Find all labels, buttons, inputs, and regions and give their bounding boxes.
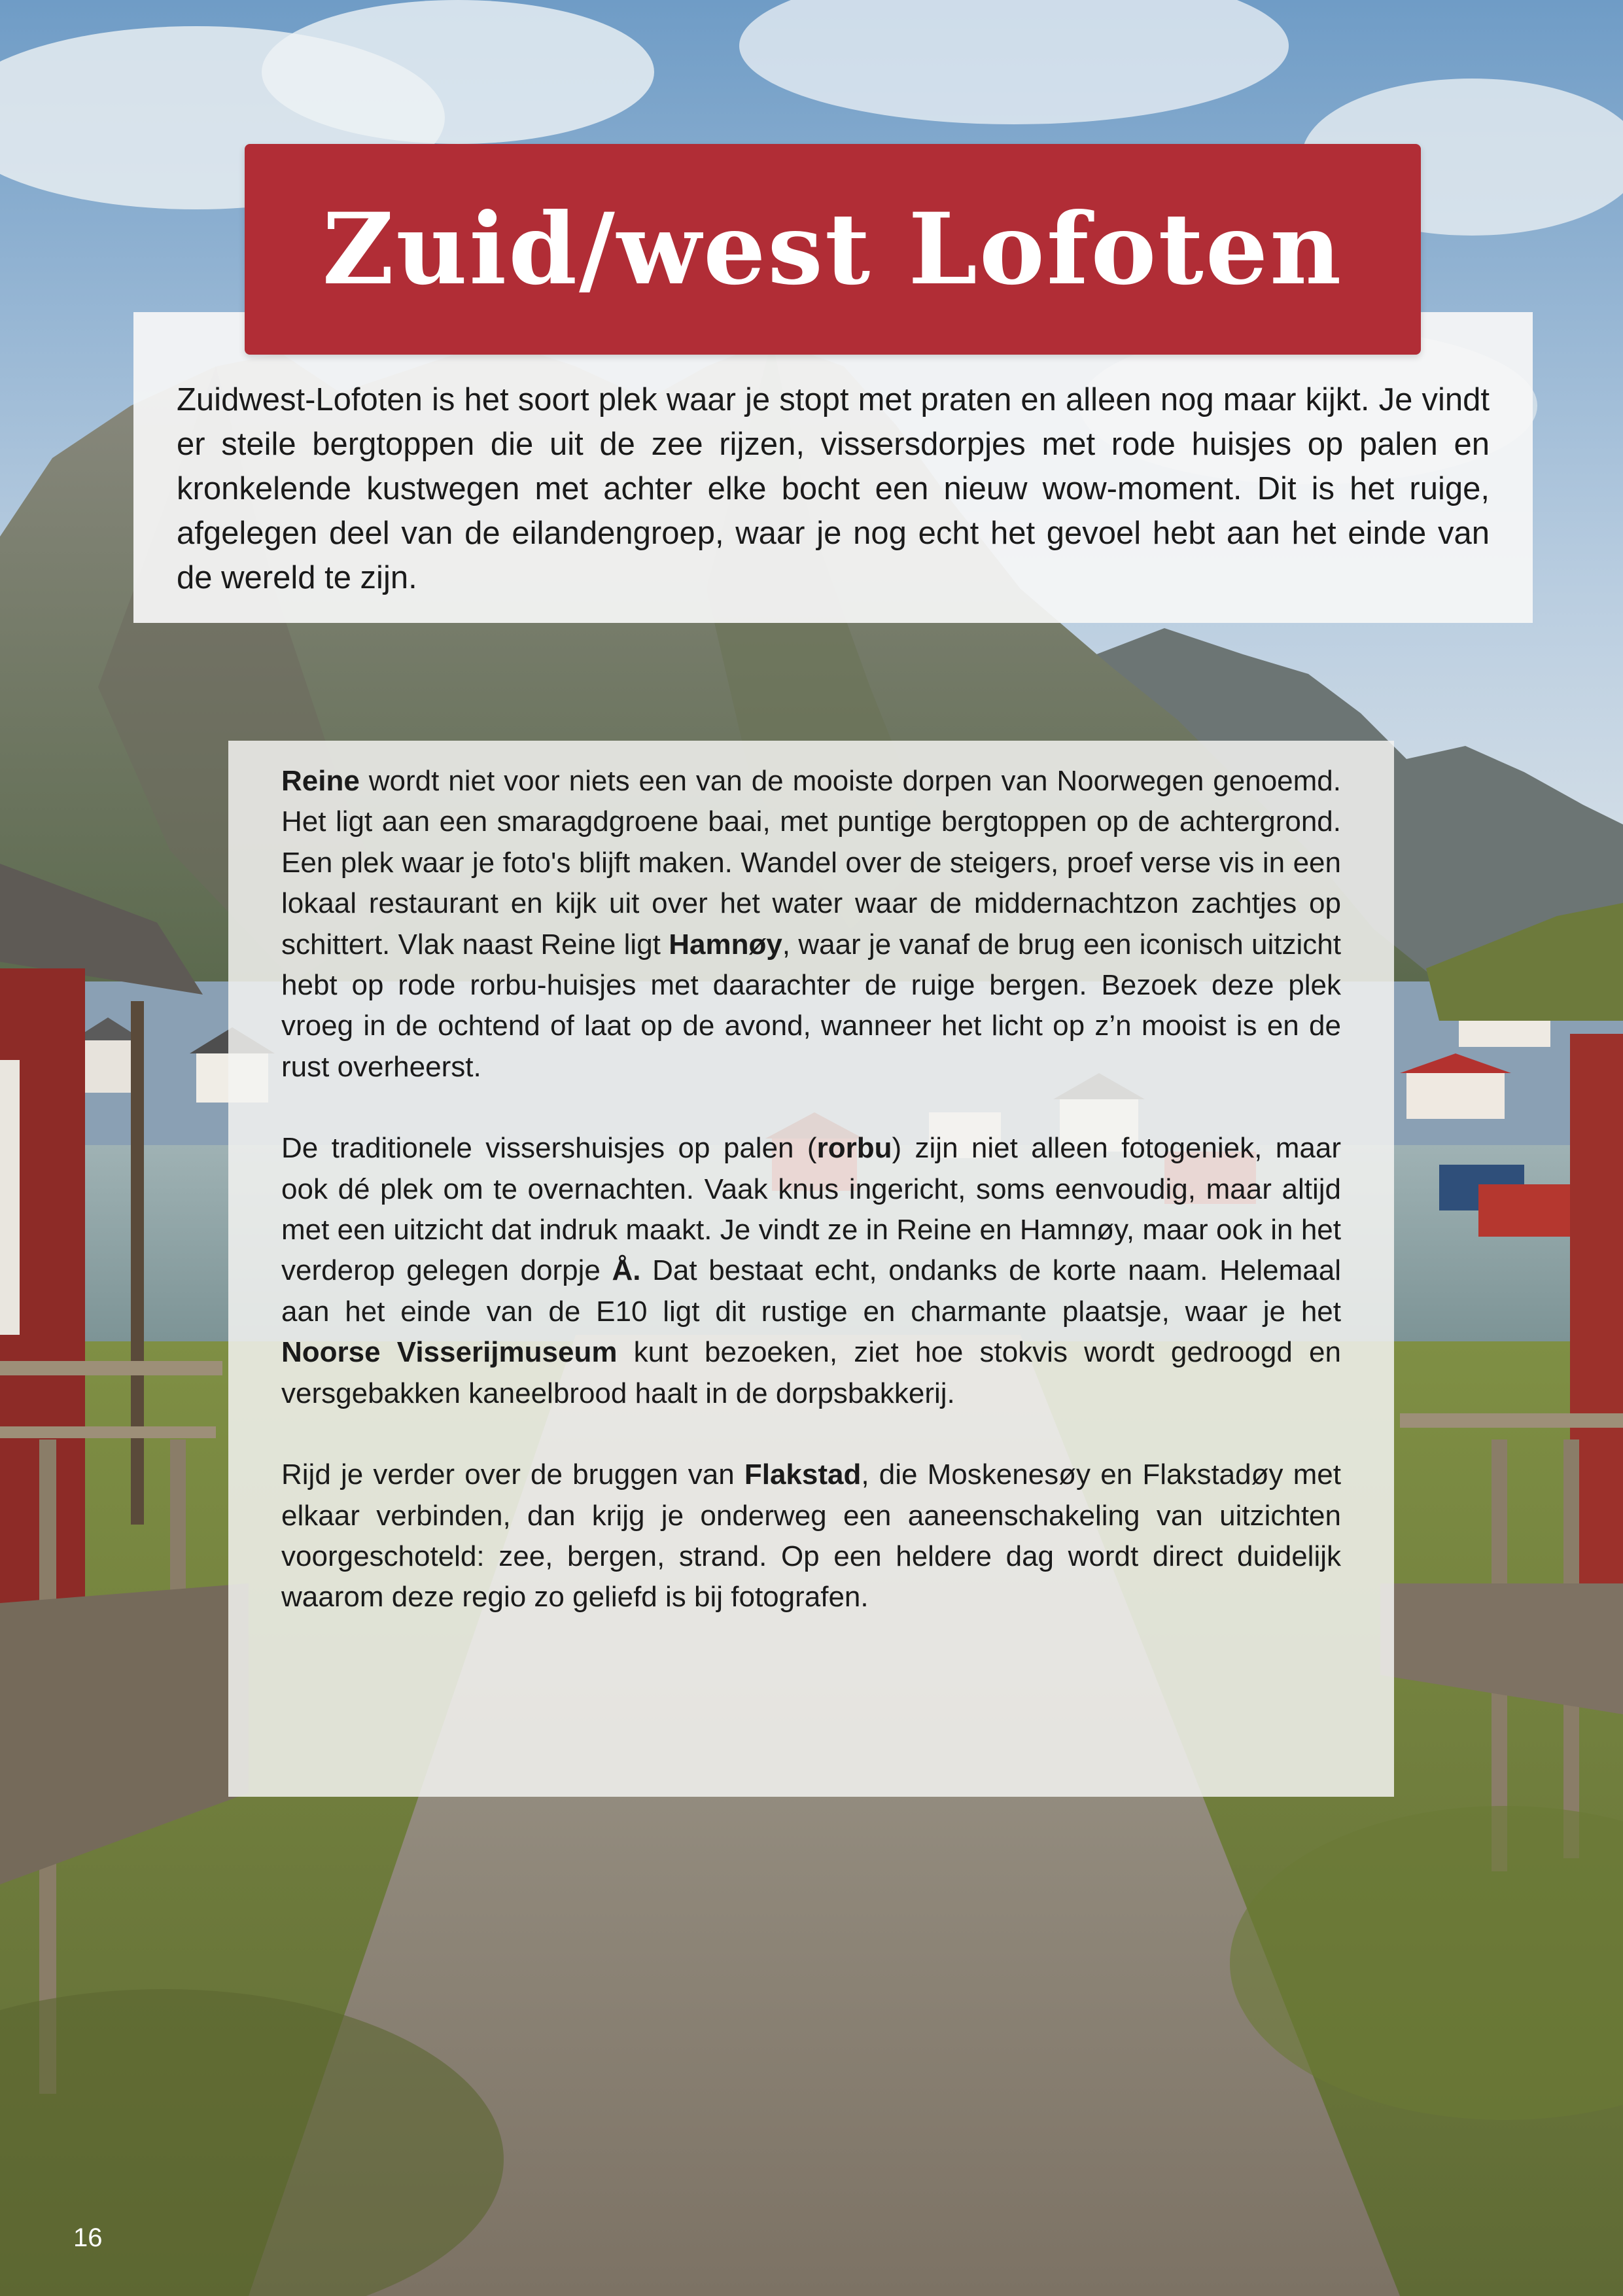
text-span: wordt niet voor niets een van de mooiste dorpen van Noorwegen genoemd. Het ligt aan een smaragdgroene baai, met puntige bergtoppen op de achtergrond. Een plek waar je foto's blijft maken. Wandel over de steigers, proef verse vis in een lokaal restaurant en kijk uit over het water waar de middernachtzon zachtjes op schittert. Vlak naast Reine ligt <box>281 765 1341 961</box>
paragraph-reine <box>281 761 1341 1087</box>
text-span: , die Moskenesøy en Flakstadøy met elkaar verbinden, dan krijg je onderweg een aaneenschakeling van uitzichten voorgeschoteld: zee, bergen, strand. Op een heldere dag wordt direct duidelijk waarom deze regio zo geliefd is bij fotografen. <box>281 1458 1341 1614</box>
text-span: kunt bezoeken, ziet hoe stokvis wordt gedroogd en versgebakken kaneelbrood haalt in de dorpsbakkerij. <box>281 1336 1341 1409</box>
intro-panel <box>133 312 1533 623</box>
title-banner <box>245 144 1421 355</box>
intro-text: Zuidwest-Lofoten is het soort plek waar je stopt met praten en alleen nog maar kijkt. Je vindt er steile bergtoppen die uit de zee rijzen, vissersdorpjes met rode huisjes op palen en kronkelende kustwegen met achter elke bocht een nieuw wow-moment. Dit is het ruige, afgelegen deel van de eilandengroep, waar je nog echt het gevoel hebt aan het einde van de wereld te zijn. <box>177 382 1490 595</box>
bold-a: Å. <box>612 1254 641 1287</box>
bold-flakstad: Flakstad <box>744 1458 862 1491</box>
page-number: 16 <box>73 2223 103 2252</box>
paragraph-flakstad <box>281 1455 1341 1618</box>
main-text-panel <box>228 741 1394 1797</box>
text-span: De traditionele vissershuisjes op palen ( <box>281 1132 817 1165</box>
page-title: Zuid/west Lofoten <box>322 192 1344 307</box>
bold-rorbu: rorbu <box>816 1132 892 1165</box>
text-span: ) zijn niet alleen fotogeniek, maar ook dé plek om te overnachten. Vaak knus ingericht, soms eenvoudig, maar altijd met een uitzicht dat indruk maakt. Je vindt ze in Reine en Hamnøy, maar ook in het verderop gelegen dorpje <box>281 1132 1341 1287</box>
bold-museum: Noorse Visserijmuseum <box>281 1336 618 1369</box>
text-span: Rijd je verder over de bruggen van <box>281 1458 744 1491</box>
paragraph-rorbu <box>281 1128 1341 1414</box>
bold-reine: Reine <box>281 765 360 797</box>
text-span: Dat bestaat echt, ondanks de korte naam. Helemaal aan het einde van de E10 ligt dit rustige en charmante plaatsje, waar je het <box>281 1254 1341 1328</box>
text-span: , waar je vanaf de brug een iconisch uitzicht hebt op rode rorbu-huisjes met daarachter de ruige bergen. Bezoek deze plek vroeg in de ochtend of laat op de avond, wanneer het licht op z’n mooist is en de rust overheerst. <box>281 928 1341 1083</box>
bold-hamnoy: Hamnøy <box>669 928 782 961</box>
